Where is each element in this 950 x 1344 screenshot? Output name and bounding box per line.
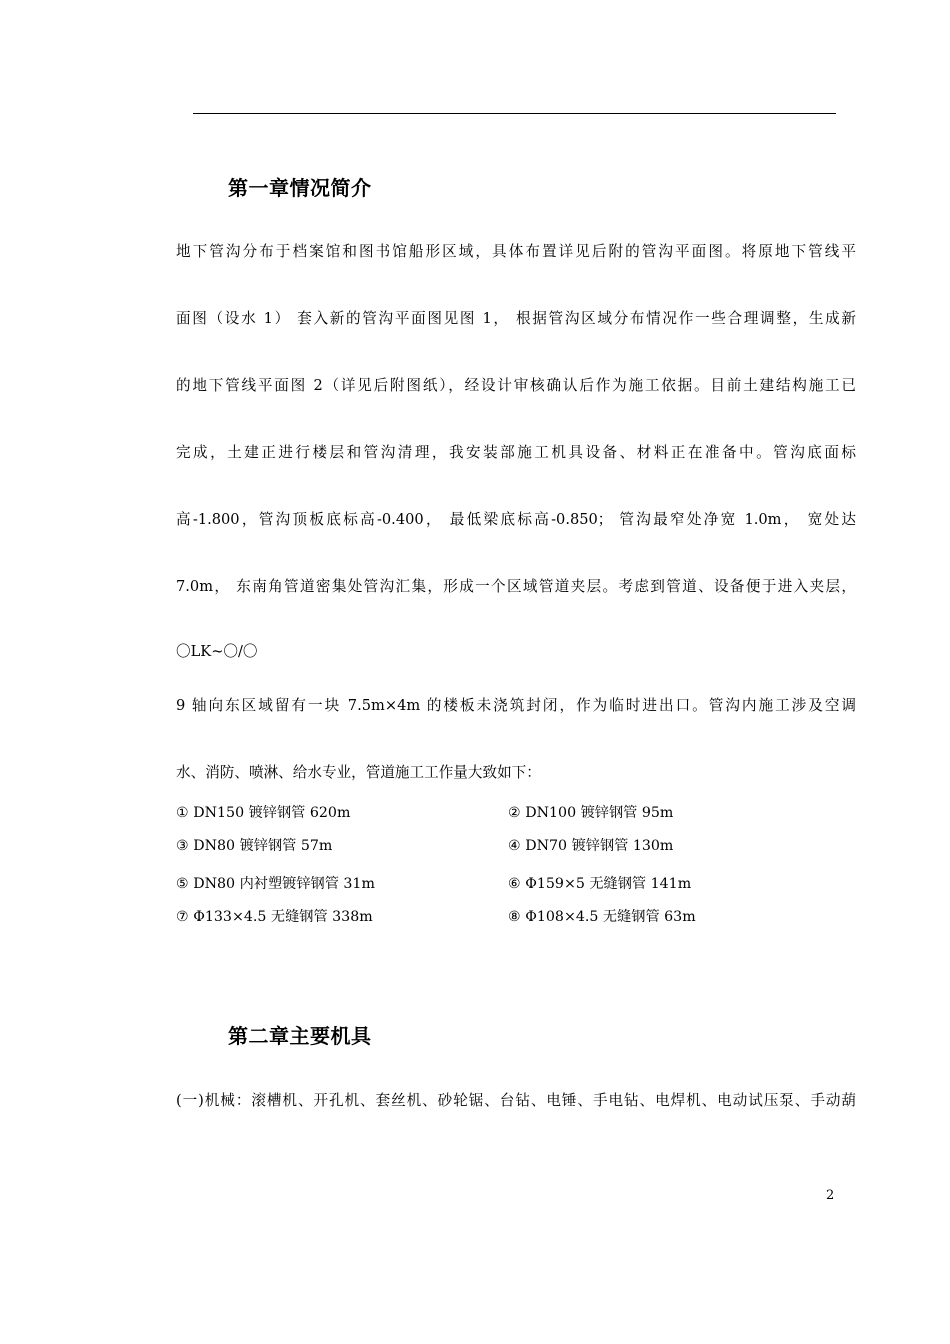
paragraph-line: 完成，土建正进行楼层和管沟清理，我安装部施工机具设备、材料正在准备中。管沟底面标 — [176, 444, 856, 461]
paragraph-line: 〇LK~〇/〇 — [176, 643, 258, 660]
chapter-1-heading: 第一章情况简介 — [228, 176, 372, 200]
paragraph-line: 高-1.800，管沟顶板底标高-0.400， 最低梁底标高-0.850； 管沟最窄处净宽 1.0m， 宽处达 — [176, 511, 856, 528]
quantity-item: ② DN100 镀锌钢管 95m — [508, 805, 674, 821]
paragraph-line: 水、消防、喷淋、给水专业，管道施工工作量大致如下： — [176, 764, 541, 781]
paragraph-line: 的地下管线平面图 2（详见后附图纸），经设计审核确认后作为施工依据。目前土建结构施工已 — [176, 377, 856, 394]
quantity-item: ① DN150 镀锌钢管 620m — [176, 805, 351, 821]
page-number: 2 — [826, 1188, 835, 1203]
quantity-item: ⑦ Φ133×4.5 无缝钢管 338m — [176, 909, 373, 925]
quantity-item: ⑥ Φ159×5 无缝钢管 141m — [508, 876, 692, 892]
quantity-item: ③ DN80 镀锌钢管 57m — [176, 838, 333, 854]
quantity-item: ⑧ Φ108×4.5 无缝钢管 63m — [508, 909, 696, 925]
paragraph-line: 7.0m， 东南角管道密集处管沟汇集，形成一个区域管道夹层。考虑到管道、设备便于进入夹层， — [176, 578, 856, 595]
quantity-item: ④ DN70 镀锌钢管 130m — [508, 838, 674, 854]
paragraph-line: 9 轴向东区域留有一块 7.5m×4m 的楼板未浇筑封闭，作为临时进出口。管沟内施工涉及空调 — [176, 697, 856, 714]
paragraph-line: 面图（设水 1） 套入新的管沟平面图见图 1， 根据管沟区域分布情况作一些合理调整，生成新 — [176, 310, 856, 327]
paragraph-line: (一)机械：滚槽机、开孔机、套丝机、砂轮锯、台钻、电锤、手电钻、电焊机、电动试压泵、手动葫 — [176, 1092, 856, 1109]
quantity-item: ⑤ DN80 内衬塑镀锌钢管 31m — [176, 876, 375, 892]
chapter-2-heading: 第二章主要机具 — [228, 1024, 372, 1048]
header-rule — [193, 113, 836, 114]
paragraph-line: 地下管沟分布于档案馆和图书馆船形区域，具体布置详见后附的管沟平面图。将原地下管线平 — [176, 243, 856, 260]
